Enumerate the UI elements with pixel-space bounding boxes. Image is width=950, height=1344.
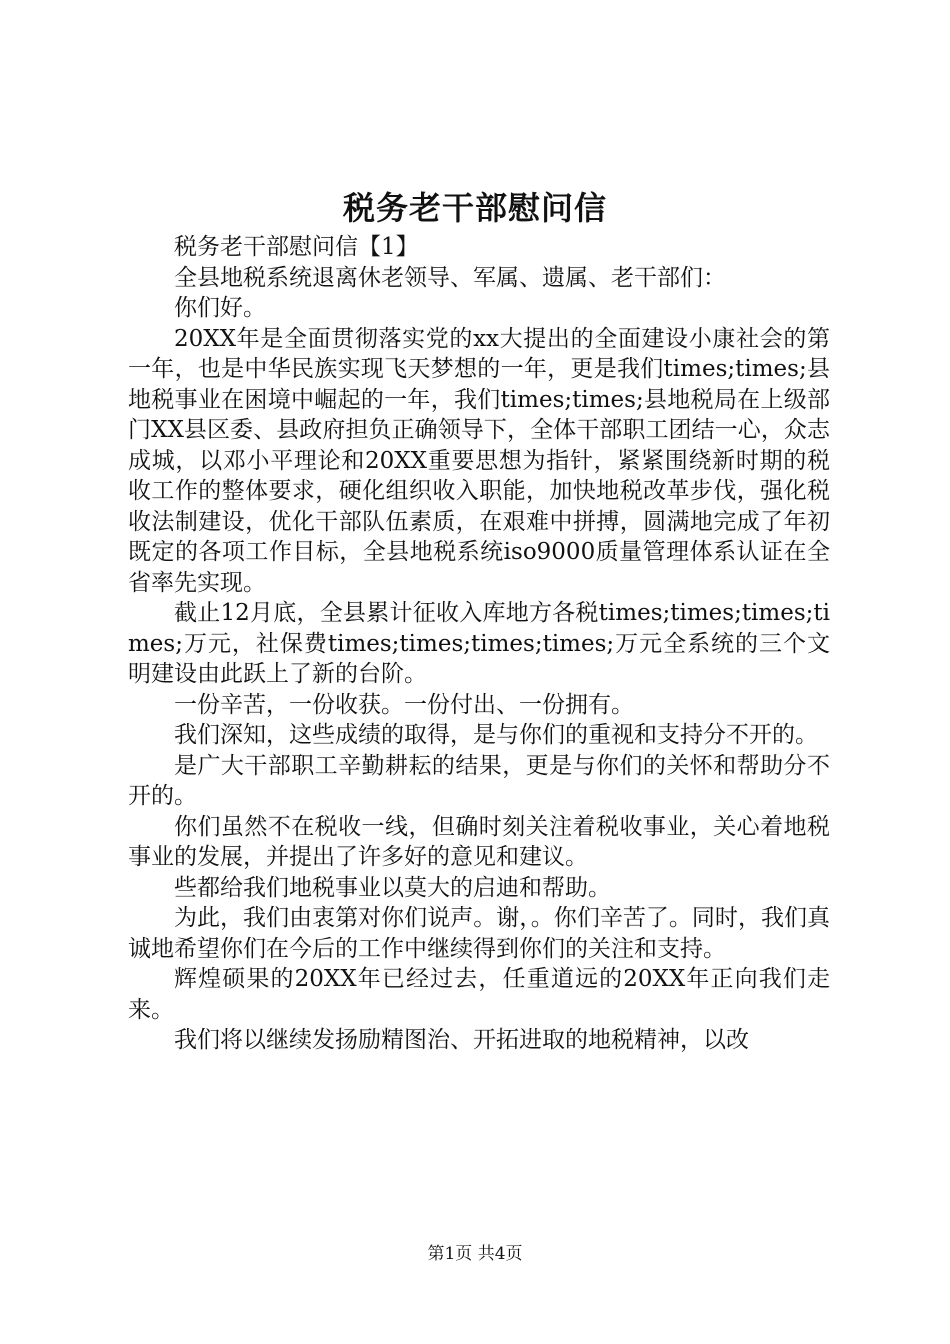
paragraph-attention: 你们虽然不在税收一线，但确时刻关注着税收事业，关心着地税事业的发展，并提出了许多好的意见和建议。 <box>128 813 830 870</box>
paragraph-care: 是广大干部职工辛勤耕耘的结果，更是与你们的关怀和帮助分不开的。 <box>128 752 830 809</box>
paragraph-revenue: 截止12月底，全县累计征收入库地方各税times;times;times;times;万元，社保费times;times;times;times;万元全系统的三个文明建设由此跃上了新的台阶。 <box>128 600 830 687</box>
paragraph-effort: 一份辛苦，一份收获。一份付出、一份拥有。 <box>174 691 634 718</box>
paragraph-heading: 税务老干部慰问信【1】 <box>174 234 419 260</box>
paragraph-support: 我们深知，这些成绩的取得，是与你们的重视和支持分不开的。 <box>174 722 818 748</box>
document-body <box>128 232 830 1056</box>
page-footer: 第1页 共4页 <box>427 1244 523 1264</box>
paragraph-inspiration: 些都给我们地税事业以莫大的启迪和帮助。 <box>174 874 611 901</box>
paragraph-continuation: 我们将以继续发扬励精图治、开拓进取的地税精神，以改 <box>174 1027 749 1053</box>
paragraph-new-year: 辉煌硕果的20XX年已经过去，任重道远的20XX年正向我们走来。 <box>128 966 830 1023</box>
paragraph-salutation: 全县地税系统退离休老领导、军属、遗属、老干部们： <box>174 264 726 291</box>
paragraph-achievements: 20XX年是全面贯彻落实党的xx大提出的全面建设小康社会的第一年，也是中华民族实现飞天梦想的一年，更是我们times;times;县地税事业在困境中崛起的一年，我们times;times;县地税局在上级部门XX县区委、县政府担负正确领导下，全体干部职工团结一心，众志成城，以邓小平理论和20XX重要思想为指针，紧紧围绕新时期的税收工作的整体要求，硬化组织收入职能，加快地税改革步伐，强化税收法制建设，优化干部队伍素质，在艰难中拼搏，圆满地完成了年初既定的各项工作目标，全县地税系统iso9000质量管理体系认证在全省率先实现。 <box>128 325 830 596</box>
paragraph-thanks: 为此，我们由衷第对你们说声。谢，。你们辛苦了。同时，我们真诚地希望你们在今后的工作中继续得到你们的关注和支持。 <box>128 905 830 962</box>
paragraph-greeting: 你们好。 <box>174 295 266 321</box>
document-title: 税务老干部慰问信 <box>342 189 607 227</box>
